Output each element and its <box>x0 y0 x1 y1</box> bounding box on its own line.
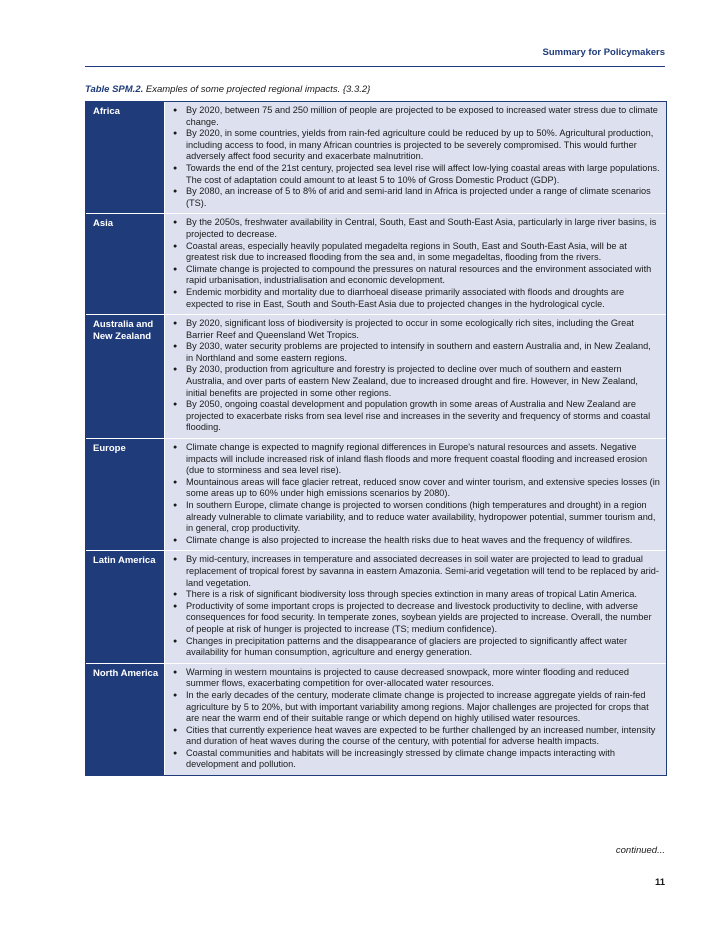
impact-bullet: ● Climate change is expected to magnify regional differences in Europe's natural resources and assets. Negative impacts will include increased risk of inland flash floods and more frequent coastal flooding and increased erosion (due to storminess and sea level rise). <box>171 442 660 477</box>
impact-bullet: ● Productivity of some important crops is projected to decrease and livestock productivity to decline, with adverse consequences for food security. In temperate zones, soybean yields are projected to increase. Overall, the number of people at risk of hunger is projected to increase (TS; medium confidence). <box>171 601 660 636</box>
impact-bullet: ● By 2020, between 75 and 250 million of people are projected to be exposed to increased water stress due to climate change. <box>171 105 660 128</box>
impact-bullet: ● In southern Europe, climate change is projected to worsen conditions (high temperatures and drought) in a region already vulnerable to climate variability, and to reduce water availability, hydropower potential, summer tourism and, in general, crop productivity. <box>171 500 660 535</box>
region-label-europe: Europe <box>86 439 165 550</box>
impact-bullet: ● Mountainous areas will face glacier retreat, reduced snow cover and winter tourism, and extensive species losses (in some areas up to 60% under high emissions scenarios by 2080). <box>171 477 660 500</box>
table-row-north-america <box>86 664 666 775</box>
impact-bullet: ● Cities that currently experience heat waves are expected to be further challenged by an increased number, intensity and duration of heat waves during the course of the century, with potential for adverse health impacts. <box>171 725 660 748</box>
impacts-cell-north-america <box>165 664 666 775</box>
table-row-latin-america <box>86 551 666 663</box>
impacts-cell-africa <box>165 102 666 213</box>
region-label-north-america: North America <box>86 664 165 775</box>
impact-bullet: ● By 2030, water security problems are projected to intensify in southern and eastern Australia and, in New Zealand, in Northland and some eastern regions. <box>171 341 660 364</box>
impacts-cell-australia-nz <box>165 315 666 438</box>
page-number: 11 <box>654 877 665 888</box>
impact-bullet: ● By the 2050s, freshwater availability in Central, South, East and South-East Asia, particularly in large river basins, is projected to decrease. <box>171 217 660 240</box>
impact-bullet: ● By 2080, an increase of 5 to 8% of arid and semi-arid land in Africa is projected under a range of climate scenarios (TS). <box>171 186 660 209</box>
impact-bullet: ● By 2030, production from agriculture and forestry is projected to decline over much of southern and eastern Australia, and over parts of eastern New Zealand, due to increased drought and fire. However, in New Zealand, initial benefits are projected in some other regions. <box>171 364 660 399</box>
table-caption-text: Examples of some projected regional impacts. {3.3.2} <box>143 84 371 95</box>
region-label-latin-america: Latin America <box>86 551 165 662</box>
impact-bullet: ● Changes in precipitation patterns and the disappearance of glaciers are projected to significantly affect water availability for human consumption, agriculture and energy generation. <box>171 636 660 659</box>
impact-bullet: ● Warming in western mountains is projected to cause decreased snowpack, more winter flooding and reduced summer flows, exacerbating competition for over-allocated water resources. <box>171 667 660 690</box>
impact-bullet: ● Climate change is also projected to increase the health risks due to heat waves and the frequency of wildfires. <box>171 535 660 547</box>
running-header: Summary for Policymakers <box>542 47 665 58</box>
impact-bullet: ● By 2050, ongoing coastal development and population growth in some areas of Australia and New Zealand are projected to exacerbate risks from sea level rise and increases in the severity and frequency of storms and coastal flooding. <box>171 399 660 434</box>
impact-bullet: ● Coastal communities and habitats will be increasingly stressed by climate change impacts interacting with development and pollution. <box>171 748 660 771</box>
impact-bullet: ● There is a risk of significant biodiversity loss through species extinction in many areas of tropical Latin America. <box>171 589 660 601</box>
impact-bullet: ● By 2020, in some countries, yields from rain-fed agriculture could be reduced by up to 50%. Agricultural production, including access to food, in many African countries is projected to be severely compromised. This would further adversely affect food security and exacerbate malnutrition. <box>171 128 660 163</box>
impact-bullet: ● Climate change is projected to compound the pressures on natural resources and the environment associated with rapid urbanisation, industrialisation and economic development. <box>171 264 660 287</box>
impact-bullet: ● In the early decades of the century, moderate climate change is projected to increase aggregate yields of rain-fed agriculture by 5 to 20%, but with important variability among regions. Major challenges are projected for crops that are near the warm end of their suitable range or which depend on highly utilised water resources. <box>171 690 660 725</box>
regional-impacts-table <box>85 101 667 776</box>
table-row-asia <box>86 214 666 315</box>
table-row-australia-nz <box>86 315 666 439</box>
region-label-africa: Africa <box>86 102 165 213</box>
table-row-europe <box>86 439 666 551</box>
region-label-australia-nz: Australia and New Zealand <box>86 315 165 438</box>
impacts-cell-latin-america <box>165 551 666 662</box>
impact-bullet: ● By mid-century, increases in temperature and associated decreases in soil water are projected to lead to gradual replacement of tropical forest by savanna in eastern Amazonia. Semi-arid vegetation will tend to be replaced by arid-land vegetation. <box>171 554 660 589</box>
impacts-cell-europe <box>165 439 666 550</box>
region-label-asia: Asia <box>86 214 165 314</box>
table-row-africa <box>86 102 666 214</box>
continued-note: continued... <box>615 845 665 856</box>
impact-bullet: ● Endemic morbidity and mortality due to diarrhoeal disease primarily associated with floods and droughts are expected to rise in East, South and South-East Asia due to projected changes in the hydrological cycle. <box>171 287 660 310</box>
impacts-cell-asia <box>165 214 666 314</box>
table-caption <box>85 84 370 95</box>
impact-bullet: ● Towards the end of the 21st century, projected sea level rise will affect low-lying coastal areas with large populations. The cost of adaptation could amount to at least 5 to 10% of Gross Domestic Product (GDP). <box>171 163 660 186</box>
header-rule <box>85 66 665 67</box>
impact-bullet: ● By 2020, significant loss of biodiversity is projected to occur in some ecologically rich sites, including the Great Barrier Reef and Queensland Wet Tropics. <box>171 318 660 341</box>
table-caption-label: Table SPM.2. <box>85 84 144 95</box>
impact-bullet: ● Coastal areas, especially heavily populated megadelta regions in South, East and South-East Asia, will be at greatest risk due to increased flooding from the sea and, in some megadeltas, flooding from the rivers. <box>171 241 660 264</box>
